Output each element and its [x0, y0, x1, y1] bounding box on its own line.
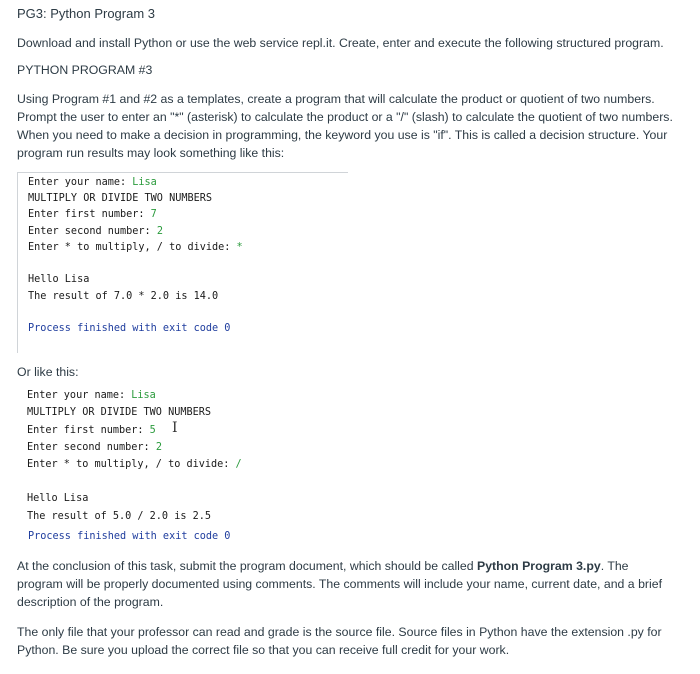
console-line-first — [28, 207, 157, 222]
console-line-hello: Hello Lisa — [28, 274, 90, 285]
console-line-operator — [27, 457, 242, 472]
console-line-title: MULTIPLY OR DIVIDE TWO NUMBERS — [27, 407, 212, 418]
conclusion-text-end: . The program will be properly documented using comments. The comments will include your name, current date, and a brief description of the program. — [17, 559, 662, 609]
console-line-name — [27, 388, 156, 403]
console-line-exit-cut: Process finished with exit code 0 — [28, 531, 231, 542]
conclusion-paragraph — [17, 557, 677, 611]
page-title: PG3: Python Program 3 — [17, 6, 156, 21]
intro-paragraph: Download and install Python or use the web service repl.it. Create, enter and execute the following structured program. — [17, 36, 664, 50]
console-line-name — [28, 175, 157, 190]
console-prompt: Enter first number: — [27, 425, 150, 436]
console-line-title: MULTIPLY OR DIVIDE TWO NUMBERS — [28, 193, 213, 204]
console-line-result: The result of 7.0 * 2.0 is 14.0 — [28, 291, 219, 302]
console-cut-exit-line — [28, 531, 238, 546]
console-user-input: 7 — [150, 209, 157, 220]
console-user-input: 2 — [155, 442, 162, 453]
final-note-paragraph: The only file that your professor can read and grade is the source file. Source files in Python have the extension .py for Python. Be sure you upload the correct file so that you can receive full credit for your work. — [17, 625, 662, 657]
console-prompt: Enter your name: — [28, 177, 133, 188]
console-line-second — [27, 440, 162, 455]
console-prompt: Enter first number: — [28, 209, 151, 220]
console-output-example-1 — [17, 172, 348, 353]
console-user-input: Lisa — [132, 177, 157, 188]
program-subheading: PYTHON PROGRAM #3 — [17, 63, 153, 77]
console-line-operator — [28, 240, 243, 255]
conclusion-text: At the conclusion of this task, submit the program document, which should be called — [17, 559, 478, 573]
program-filename: Python Program 3.py — [477, 559, 601, 573]
text-cursor-icon: I — [172, 420, 178, 436]
instructions-paragraph: Using Program #1 and #2 as a templates, create a program that will calculate the product or quotient of two numbers. Prompt the user to enter an "*" (asterisk) to calculate the product or a "/" (slash) to calculate the quotient of two numbers. When you need to make a decision in programming, the keyword you use is "if". This is called a decision structure. Your program run results may look something like this: — [17, 92, 673, 160]
console-prompt: Enter * to multiply, / to divide: — [27, 459, 236, 470]
console-user-input: 2 — [156, 226, 163, 237]
console-user-input: * — [236, 242, 243, 253]
console-user-input: / — [235, 459, 242, 470]
console-line-first — [27, 423, 156, 438]
console-prompt: Enter your name: — [27, 390, 132, 401]
console-prompt: Enter second number: — [27, 442, 156, 453]
console-line-hello: Hello Lisa — [27, 493, 89, 504]
console-output-example-2 — [17, 386, 347, 526]
console-user-input: 5 — [149, 425, 156, 436]
console-line-exit: Process finished with exit code 0 — [28, 323, 231, 334]
console-prompt: Enter * to multiply, / to divide: — [28, 242, 237, 253]
console-line-second — [28, 224, 163, 239]
or-like-label: Or like this: — [17, 365, 79, 379]
console-prompt: Enter second number: — [28, 226, 157, 237]
console-user-input: Lisa — [131, 390, 156, 401]
console-line-result: The result of 5.0 / 2.0 is 2.5 — [27, 511, 212, 522]
